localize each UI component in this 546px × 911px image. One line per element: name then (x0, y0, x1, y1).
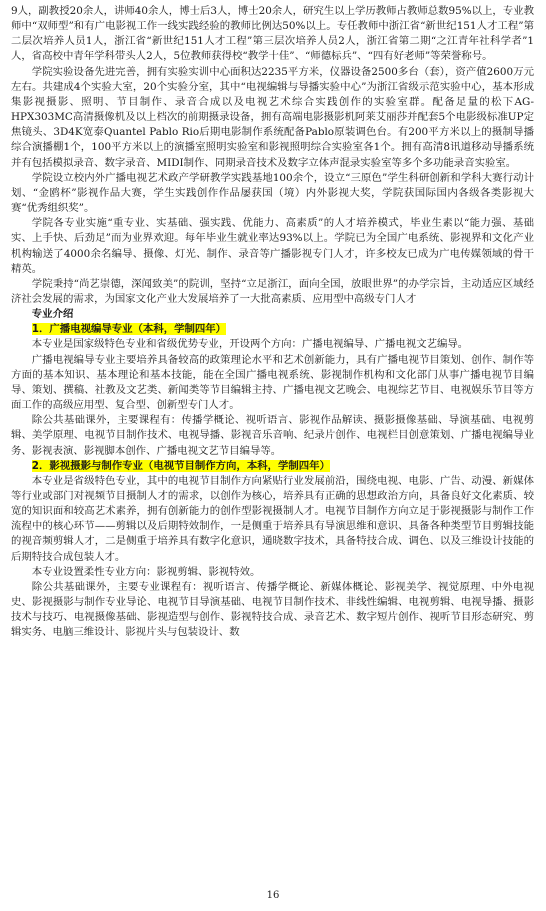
page-number: 16 (266, 890, 280, 901)
major1-courses: 除公共基础课外，主要课程有：传播学概论、视听语言、影视作品解读、摄影摄像基础、导演基础、电视剪辑、美学原理、电视节目制作技术、电视导播、影视音乐音响、纪录片创作、电视栏目创意策划、广播电视编导业务、影视表演、影视脚本创作、广播电视文艺节目编导等。 (11, 414, 534, 457)
faculty-paragraph: 9人，副教授20余人，讲师40余人，博士后3人，博士20余人，研究生以上学历教师占教师总数95%以上，专业教师中“双师型”和有广电影视工作一线实践经验的教师比例达50%以上。专任教师中浙江省“新世纪151人才工程”第二层次培养人员1人，浙江省“新世纪151人才工程”第三层次培养人员2人，浙江省第二期“之江青年社科学者”1人，省高校中青年学科带头人2人，5位教师获得校“教学十佳”、“师德标兵”、“四有好老师”等荣誉称号。 (11, 5, 534, 63)
major2-courses: 除公共基础课外，主要专业课程有：视听语言、传播学概论、新媒体概论、影视美学、视觉原理、中外电视史、影视摄影与制作专业导论、电视节目导演基础、电视节目制作技术、非线性编辑、电视剪辑、电视导播、摄影技术与技巧、电视摄像基础、影视造型与创作、影视特技合成、录音艺术、数字短片创作、视听节目形态研究、剪辑实务、电脑三维设计、影视片头与包装设计、数 (11, 580, 534, 639)
major1-goal: 广播电视编导专业主要培养具备较高的政策理论水平和艺术创新能力，具有广播电视节目策划、创作、制作等方面的基本知识、基本理论和基本技能，能在全国广播电视系统、影视制作机构和文化部门从事广播电视节目编导、策划、撰稿、社教及文艺类、新闻类等节目编辑主持、广播电视文艺晚会、电视综艺节目、电视娱乐节目等方面工作的高级应用型、复合型、创新型专门人才。 (11, 353, 534, 412)
major1-overview: 本专业是国家级特色专业和省级优势专业，开设两个方向：广播电视编导、广播电视文艺编导。 (31, 338, 469, 351)
major1-title (32, 322, 534, 337)
major1-title-text: 1．广播电视编导专业（本科，学制四年） (31, 323, 227, 336)
lab-equipment-paragraph: 学院实验设备先进完善，拥有实验实训中心面积达2235平方米，仪器设备2500多台（套），资产值2600万元左右。共建成4个实验大室，20个实验分室，其中“电视编辑与导播实验中心”为浙江省级示范实验中心，基本形成集影视摄影、照明、节目制作、录音合成以及电视艺术综合实践创作的实验室群。配备足量的松下AG-HPX303MC高清摄像机及以上档次的前期摄录设备，拥有高端电影摄影机阿莱艾丽莎并配套5个电影级标准UP定焦镜头、3D4K宽泰Quantel Pablo Rio后期电影制作系统配备Pablo原装调色台。有200平方米以上的摄制导播综合演播棚1个，100平方米以上的演播室照明实验室和影视照明综合实验室各1个。拥有高清8讯道移动导播系统并有包括模拟录音、数字录音、MIDI制作、同期录音技术及数字立体声混录实验室等多个多功能录音实验室。 (11, 65, 534, 169)
major2-overview: 本专业是省级特色专业，其中的电视节目制作方向紧贴行业发展前沿，围绕电视、电影、广告、动漫、新媒体等行业或部门对视频节目摄制人才的需求，以创作为核心，培养具有正确的思想政治方向，具备良好文化素质、较宽的知识面和较高艺术素养，拥有创新能力的创作型影视摄制人才。电视节目制作方向立足于影视摄影与制作工作流程中的核心环节——剪辑以及后期特效制作，一是侧重于培养具有导演思维和意识、具备各种类型节目剪辑技能的视音频剪辑人才，二是侧重于培养具有数字化意识，通晓数字技术，具备特技合成、调色、以及三维设计技能的后期特技合成包装人才。 (11, 474, 534, 563)
practice-base-paragraph: 学院设立校内外广播电视艺术政产学研教学实践基地100余个，设立“三原色”学生科研创新和学科大赛行动计划、“金鸥杯”影视作品大赛，学生实践创作作品屡获国（境）内外影视大奖，学院获国际国内各级各类影视大赛“优秀组织奖”。 (11, 171, 534, 215)
motto-paragraph: 学院秉持“尚艺崇德，深闻致美”的院训，坚持“立足浙江，面向全国，放眼世界”的办学宗旨，主动适应区域经济社会发展的需求，为国家文化产业大发展培养了一大批高素质、应用型中高级专门人才 (11, 277, 534, 305)
training-model-paragraph: 学院各专业实施“重专业、实基础、强实践、优能力、高素质”的人才培养模式，毕业生素以“能力强、基础实、上手快、后劲足”而为业界欢迎。每年毕业生就业率达93%以上。学院已为全国广电系统、影视界和文化产业机构输送了4000余名编导、摄像、灯光、制作、录音等广播影视专门人才，许多校友已成为广电传媒领域的骨干精英。 (11, 217, 534, 275)
major2-title-text: 2．影视摄影与制作专业（电视节目制作方向，本科，学制四年） (31, 459, 330, 472)
major2-directions: 本专业设置柔性专业方向：影视剪辑、影视特效。 (31, 565, 261, 578)
major2-title (32, 459, 534, 474)
intro-heading: 专业介绍 (31, 308, 74, 321)
